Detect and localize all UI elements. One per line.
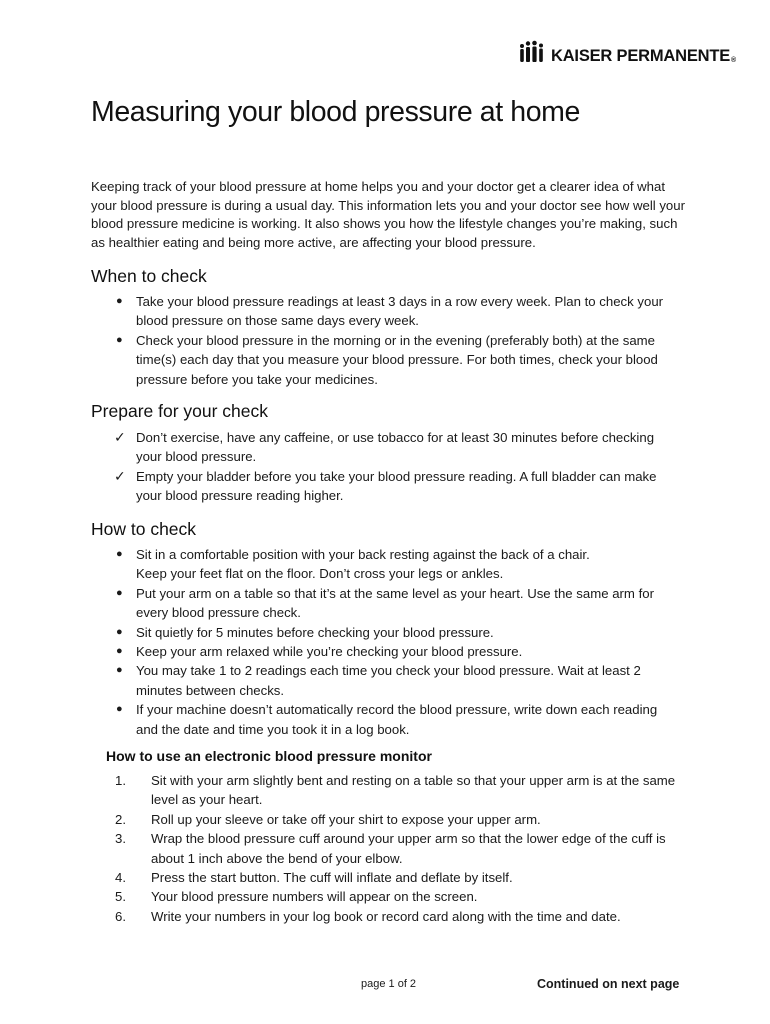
checkmark-icon: ✓ [114, 429, 126, 445]
prepare-heading: Prepare for your check [91, 401, 269, 421]
bullet-icon: ● [116, 586, 123, 599]
how-list [116, 545, 676, 739]
bullet-icon: ● [116, 333, 123, 346]
prepare-list [116, 428, 676, 506]
step-item: 6. Write your numbers in your log book or record card along with the time and date. [131, 907, 696, 926]
bullet-icon: ● [116, 703, 123, 716]
intro-paragraph: Keeping track of your blood pressure at home helps you and your doctor get a clearer idea of what your blood pressure is during a usual day. This information lets you and your doctor see how well your blood pressure medicine is working. It also shows you how the lifestyle changes you’re making, such as healthier eating and being more active, are affecting your blood pressure. [91, 179, 685, 250]
step-number: 1. [115, 773, 126, 788]
brand-name: KAISER PERMANENTE® [551, 46, 737, 65]
step-item: 5. Your blood pressure numbers will appear on the screen. [131, 887, 696, 906]
list-item: ● Sit in a comfortable position with your back resting against the back of a chair. Keep your feet flat on the floor. Don’t cross your legs or ankles. [116, 547, 590, 582]
continued-note: Continued on next page [537, 977, 680, 991]
list-item: ● Check your blood pressure in the morning or in the evening (preferably both) at the same time(s) each day that you measure your blood pressure. For both times, check your blood pressure before you take your medicines. [116, 332, 658, 387]
electronic-monitor-heading: How to use an electronic blood pressure monitor [106, 748, 432, 764]
list-item: ✓ Don’t exercise, have any caffeine, or use tobacco for at least 30 minutes before checking your blood pressure. [114, 429, 655, 465]
list-item: ● Sit quietly for 5 minutes before checking your blood pressure. [116, 623, 676, 642]
list-item: ● Put your arm on a table so that it’s at the same level as your heart. Use the same arm for every blood pressure check. [116, 585, 654, 621]
bullet-icon: ● [116, 645, 123, 658]
step-number: 4. [115, 870, 126, 886]
how-heading: How to check [91, 519, 197, 539]
when-list [116, 292, 676, 389]
step-item: 3. Wrap the blood pressure cuff around your upper arm so that the lower edge of the cuff is about 1 inch above the bend of your elbow. [131, 829, 696, 868]
list-item: ● If your machine doesn’t automatically record the blood pressure, write down each reading and the date and time you took it in a log book. [116, 702, 658, 737]
page-number: page 1 of 2 [361, 978, 417, 990]
list-item: ✓ Empty your bladder before you take your blood pressure reading. A full bladder can make your blood pressure reading higher. [114, 467, 657, 504]
page-title: Measuring your blood pressure at home [91, 96, 580, 128]
list-item: ● You may take 1 to 2 readings each time you check your blood pressure. Wait at least 2 minutes between checks. [116, 663, 641, 698]
registered-mark: ® [731, 57, 737, 64]
bullet-icon: ● [116, 625, 123, 638]
checkmark-icon: ✓ [114, 467, 126, 484]
step-item: 1. Sit with your arm slightly bent and resting on a table so that your upper arm is at the same level as your heart. [131, 771, 696, 810]
step-item: 4. Press the start button. The cuff will inflate and deflate by itself. [131, 868, 696, 887]
monitor-steps-list [115, 771, 696, 926]
bullet-icon: ● [116, 664, 123, 677]
list-item: ● Take your blood pressure readings at least 3 days in a row every week. Plan to check your blood pressure on those same days every week. [116, 294, 664, 329]
step-item: 2. Roll up your sleeve or take off your shirt to expose your upper arm. [131, 810, 696, 829]
bullet-icon: ● [116, 295, 123, 307]
step-number: 5. [115, 889, 126, 905]
kaiser-logo-icon [519, 40, 545, 64]
step-number: 6. [115, 908, 126, 924]
list-item: ● Keep your arm relaxed while you’re checking your blood pressure. [116, 642, 676, 661]
brand-logo [519, 40, 736, 64]
bullet-icon: ● [116, 548, 123, 560]
step-number: 3. [115, 831, 126, 847]
step-number: 2. [115, 811, 126, 827]
when-heading: When to check [91, 266, 207, 286]
